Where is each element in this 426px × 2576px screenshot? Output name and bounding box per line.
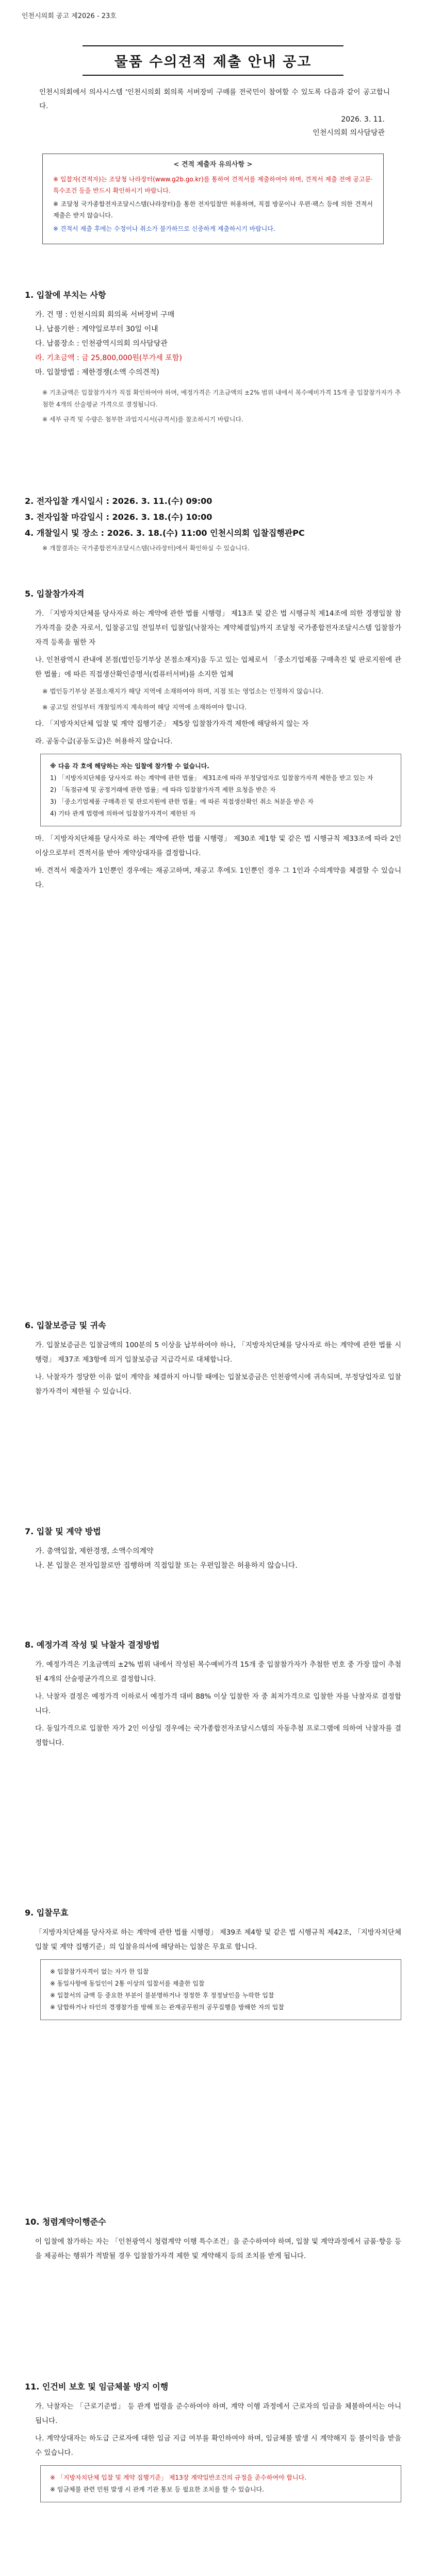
section-heading: 4. 개찰일시 및 장소 : 2026. 3. 18.(수) 11:00 인천시의회 입찰집행관PC <box>25 528 305 538</box>
section-note: ※ 세부 규격 및 수량은 첨부한 과업지시서(규격서)를 참조하시기 바랍니다. <box>42 416 243 423</box>
box-line: 2) 「독점규제 및 공정거래에 관한 법률」에 따라 입찰참가자격 제한 요청을 받은 자 <box>50 786 276 793</box>
notice-box <box>42 154 384 244</box>
box-line: 1) 「지방자치단체를 당사자로 하는 계약에 관한 법률」 제31조에 따라 부정당업자로 입찰참가자격 제한을 받고 있는 자 <box>50 774 373 782</box>
section-paragraph: 가. 낙찰자는 「근로기준법」 등 관계 법령을 준수하여야 하며, 계약 이행 과정에서 근로자의 임금을 체불하여서는 아니 됩니다. <box>35 2402 401 2425</box>
section-paragraph: 나. 인천광역시 관내에 본점(법인등기부상 본점소재지)을 두고 있는 업체로서 「중소기업제품 구매촉진 및 판로지원에 관한 법률」에 따른 직접생산확인증명서(컴퓨터서버)를 소지한 업체 <box>35 656 401 679</box>
title-wrap <box>0 45 426 76</box>
section-paragraph: 가. 예정가격은 기초금액의 ±2% 범위 내에서 작성된 복수예비가격 15개 중 입찰참가자가 추첨한 번호 중 가장 많이 추첨된 4개의 산술평균가격으로 결정합니다. <box>35 1660 401 1683</box>
notice-item: ※ 견적서 제출 후에는 수정이나 취소가 불가하므로 신중하게 제출하시기 바랍니다. <box>53 225 275 232</box>
section-heading: 9. 입찰무효 <box>25 1908 69 1918</box>
disqualification-box <box>40 754 401 826</box>
section-paragraph: 나. 낙찰자가 정당한 이유 없이 계약을 체결하지 아니할 때에는 입찰보증금은 인천광역시에 귀속되며, 부정당업자로 입찰참가자격이 제한될 수 있습니다. <box>35 1373 401 1396</box>
section-paragraph: 이 입찰에 참가하는 자는 「인천광역시 청렴계약 이행 특수조건」을 준수하여야 하며, 입찰 및 계약과정에서 금품·향응 등을 제공하는 행위가 적발될 경우 입찰참가자격 제한 및 계약해지 등의 조치를 받게 됩니다. <box>35 2238 401 2260</box>
section-paragraph: 가. 「지방자치단체를 당사자로 하는 계약에 관한 법률 시행령」 제13조 및 같은 법 시행규칙 제14조에 의한 경쟁입찰 참가자격을 갖춘 자로서, 입찰공고일 전일부터 입찰일(낙찰자는 계약체결일)까지 조달청 국가종합전자조달시스템 입찰참가자격 등록을 필한 자 <box>35 609 401 647</box>
box-line: ※ 임금체불 관련 민원 발생 시 관계 기관 통보 등 필요한 조치를 할 수 있습니다. <box>50 2486 265 2493</box>
section-10 <box>25 2215 401 2266</box>
section-paragraph: 가. 입찰보증금은 입찰금액의 100분의 5 이상을 납부하여야 하나, 「지방자치단체를 당사자로 하는 계약에 관한 법률 시행령」 제37조 제3항에 의거 입찰보증금 지급각서로 대체합니다. <box>35 1341 401 1364</box>
document-number: 인천시의회 공고 제2026 - 23호 <box>22 12 117 20</box>
wage-note-box <box>40 2465 401 2502</box>
box-line: ※ 담합하거나 타인의 경쟁참가를 방해 또는 관계공무원의 공무집행을 방해한 자의 입찰 <box>50 2004 284 2011</box>
section-subnote: ※ 공고일 전일부터 개찰일까지 계속하여 해당 지역에 소재하여야 합니다. <box>42 703 247 711</box>
section-heading: 11. 인건비 보호 및 임금체불 방지 이행 <box>25 2382 169 2392</box>
section-heading: 1. 입찰에 부치는 사항 <box>25 290 106 300</box>
notice-item: ※ 입찰자(견적자)는 조달청 나라장터(www.g2b.go.kr)를 통하여 견적서를 제출하여야 하며, 견적서 제출 전에 공고문·특수조건 등을 반드시 확인하시기 바랍니다. <box>53 176 373 194</box>
section-heading: 3. 전자입찰 마감일시 : 2026. 3. 18.(수) 10:00 <box>25 512 212 522</box>
section-paragraph: 「지방자치단체를 당사자로 하는 계약에 관한 법률 시행령」 제39조 제4항 및 같은 법 시행규칙 제42조, 「지방자치단체 입찰 및 계약 집행기준」의 입찰유의서에 해당하는 입찰은 무효로 합니다. <box>35 1928 401 1951</box>
section-7 <box>25 1525 401 1573</box>
box-line: ※ 입찰참가자격이 없는 자가 한 입찰 <box>50 1968 149 1975</box>
section-heading: 10. 청렴계약이행준수 <box>25 2217 106 2227</box>
section-1 <box>25 289 401 429</box>
issue-block <box>313 113 385 140</box>
issue-date: 2026. 3. 11. <box>341 115 385 124</box>
section-8 <box>25 1638 401 1753</box>
section-line: 라. 기초금액 : 금 25,800,000원(부가세 포함) <box>35 354 182 362</box>
invalid-bid-box <box>40 1959 401 2020</box>
section-line: 가. 총액입찰, 제한경쟁, 소액수의계약 <box>35 1547 154 1555</box>
issuer: 인천시의회 의사담당관 <box>313 129 385 137</box>
section-subnote: ※ 법인등기부상 본점소재지가 해당 지역에 소재하여야 하며, 지점 또는 영업소는 인정하지 않습니다. <box>42 687 324 695</box>
box-line: ※ 입찰서의 금액 등 중요한 부분이 불분명하거나 정정한 후 정정날인을 누락한 입찰 <box>50 1992 274 1999</box>
section-heading: 7. 입찰 및 계약 방법 <box>25 1527 101 1536</box>
section-paragraph: 나. 낙찰자 결정은 예정가격 이하로서 예정가격 대비 88% 이상 입찰한 자 중 최저가격으로 입찰한 자를 낙찰자로 결정합니다. <box>35 1692 401 1715</box>
section-paragraph: 다. 동일가격으로 입찰한 자가 2인 이상일 경우에는 국가종합전자조달시스템의 자동추첨 프로그램에 의하여 낙찰자를 결정합니다. <box>35 1724 401 1747</box>
section-line: 다. 납품장소 : 인천광역시의회 의사담당관 <box>35 340 168 348</box>
section-heading: 5. 입찰참가자격 <box>25 589 85 599</box>
section-line: 마. 입찰방법 : 제한경쟁(소액 수의견적) <box>35 368 159 377</box>
section-paragraph: 나. 계약상대자는 하도급 근로자에 대한 임금 지급 여부를 확인하여야 하며, 임금체불 발생 시 계약해지 등 불이익을 받을 수 있습니다. <box>35 2434 401 2457</box>
box-line: 3) 「중소기업제품 구매촉진 및 판로지원에 관한 법률」에 따른 직접생산확인 취소 처분을 받은 자 <box>50 798 314 805</box>
box-line: ※ 「지방자치단체 입찰 및 계약 집행기준」 제13장 계약일반조건의 규정을 준수하여야 합니다. <box>50 2474 307 2481</box>
intro-text: 인천시의회에서 의사시스템 '인천시의회 회의록 서버장비 구매를 전국민이 참여할 수 있도록 다음과 같이 공고합니다. <box>39 88 390 110</box>
section-note: ※ 개찰결과는 국가종합전자조달시스템(나라장터)에서 확인하실 수 있습니다. <box>42 545 250 552</box>
section-paragraph: 다. 「지방자치단체 입찰 및 계약 집행기준」 제5장 입찰참가자격 제한에 해당하지 않는 자 <box>35 720 309 728</box>
section-line: 가. 건 명 : 인천시의회 회의록 서버장비 구매 <box>35 311 175 319</box>
section-heading: 8. 예정가격 작성 및 낙찰자 결정방법 <box>25 1640 160 1650</box>
section-6 <box>25 1319 401 1402</box>
section-paragraph: 라. 공동수급(공동도급)은 허용하지 않습니다. <box>35 737 173 745</box>
section-line: 나. 납품기한 : 계약일로부터 30일 이내 <box>35 325 158 333</box>
section-note: ※ 기초금액은 입찰참가자가 직접 확인하여야 하며, 예정가격은 기초금액의 ±2% 범위 내에서 복수예비가격 15개 중 입찰참가자가 추첨한 4개의 산술평균 가격으로 결정됩니다. <box>42 389 401 408</box>
section-paragraph: 마. 「지방자치단체를 당사자로 하는 계약에 관한 법률 시행령」 제30조 제1항 및 같은 법 시행규칙 제33조에 따라 2인 이상으로부터 견적서를 받아 계약상대자를 결정합니다. <box>35 835 401 857</box>
section-11 <box>25 2380 401 2507</box>
box-line: ※ 동일사항에 동일인이 2통 이상의 입찰서를 제출한 입찰 <box>50 1980 205 1987</box>
section-9 <box>25 1906 401 2025</box>
section-heading: 6. 입찰보증금 및 귀속 <box>25 1320 106 1330</box>
section-line: 나. 본 입찰은 전자입찰로만 집행하며 직접입찰 또는 우편입찰은 허용하지 않습니다. <box>35 1562 298 1570</box>
section-2 <box>25 495 401 557</box>
box-line: ※ 다음 각 호에 해당하는 자는 입찰에 참가할 수 없습니다. <box>50 762 209 770</box>
box-line: 4) 기타 관계 법령에 의하여 입찰참가자격이 제한된 자 <box>50 810 196 817</box>
section-paragraph: 바. 견적서 제출자가 1인뿐인 경우에는 재공고하며, 재공고 후에도 1인뿐인 경우 그 1인과 수의계약을 체결할 수 있습니다. <box>35 867 401 889</box>
section-heading: 2. 전자입찰 개시일시 : 2026. 3. 11.(수) 09:00 <box>25 496 212 506</box>
notice-title: < 견적 제출자 유의사항 > <box>173 161 253 168</box>
section-5 <box>25 587 401 895</box>
notice-item: ※ 조달청 국가종합전자조달시스템(나라장터)을 통한 전자입찰만 허용하며, 직접 방문이나 우편·팩스 등에 의한 견적서 제출은 받지 않습니다. <box>53 200 373 219</box>
page-title: 물품 수의견적 제출 안내 공고 <box>83 45 344 76</box>
